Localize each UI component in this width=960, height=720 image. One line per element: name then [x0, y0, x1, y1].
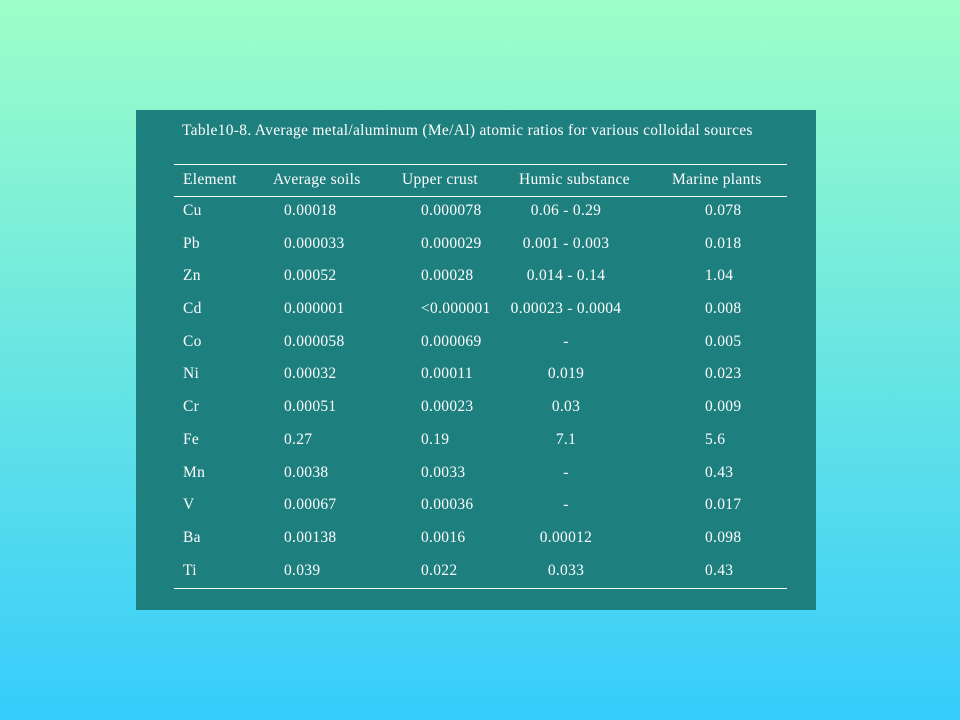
cell-humic-substance-text: -: [563, 496, 569, 514]
cell-element: V: [183, 496, 195, 514]
table-row: [136, 333, 816, 366]
header-upper-crust: Upper crust: [402, 171, 479, 188]
table-row: [136, 496, 816, 529]
cell-average-soils: 0.0038: [284, 463, 329, 481]
cell-element: Co: [183, 332, 202, 350]
cell-element: Pb: [183, 234, 200, 252]
cell-element: Ba: [183, 528, 201, 546]
cell-upper-crust: 0.000078: [421, 202, 482, 219]
table-body: [136, 202, 816, 594]
table-row: [136, 398, 816, 431]
cell-upper-crust: 0.0033: [421, 463, 466, 481]
cell-marine-plants: 0.005: [705, 332, 742, 350]
cell-element: Zn: [183, 267, 201, 285]
table-header-row: [136, 171, 816, 193]
table-row: [136, 431, 816, 464]
table-row: [136, 202, 816, 235]
cell-humic-substance-text: 0.001 - 0.003: [522, 234, 610, 252]
cell-element: Ti: [183, 561, 197, 579]
table-row: [136, 300, 816, 333]
cell-upper-crust: 0.000029: [421, 234, 482, 252]
table-rule-bottom: [174, 588, 787, 589]
cell-upper-crust: 0.00023: [421, 398, 474, 416]
cell-average-soils: 0.039: [284, 561, 321, 579]
table-row: [136, 464, 816, 497]
table-row: [136, 235, 816, 268]
header-element: Element: [183, 171, 237, 188]
table-rule-top: [174, 164, 787, 165]
table-row: [136, 562, 816, 595]
cell-humic-substance-text: 0.03: [551, 398, 581, 416]
cell-marine-plants: 0.008: [705, 300, 742, 318]
cell-marine-plants: 0.43: [705, 561, 734, 579]
cell-average-soils: 0.00067: [284, 496, 337, 514]
cell-marine-plants: 0.023: [705, 365, 742, 383]
cell-marine-plants: 1.04: [705, 267, 734, 285]
cell-average-soils: 0.000033: [284, 234, 345, 252]
header-humic-substance: Humic substance: [519, 171, 630, 188]
cell-average-soils: 0.000001: [284, 300, 345, 318]
cell-humic-substance-text: 0.00023 - 0.0004: [510, 300, 622, 318]
cell-element: Fe: [183, 430, 200, 448]
cell-humic-substance-text: 0.06 - 0.29: [530, 202, 602, 219]
table-rule-header: [174, 196, 787, 197]
cell-marine-plants: 0.078: [705, 202, 742, 219]
cell-upper-crust: 0.00011: [421, 365, 473, 383]
cell-upper-crust: 0.00036: [421, 496, 474, 514]
cell-average-soils: 0.000058: [284, 332, 345, 350]
cell-humic-substance-text: 7.1: [555, 430, 577, 448]
cell-marine-plants: 5.6: [705, 430, 726, 448]
cell-humic-substance-text: 0.014 - 0.14: [526, 267, 606, 285]
cell-average-soils: 0.00052: [284, 267, 337, 285]
cell-element: Mn: [183, 463, 206, 481]
cell-marine-plants: 0.009: [705, 398, 742, 416]
cell-element: Cu: [183, 202, 202, 219]
table-panel: [136, 110, 816, 610]
cell-upper-crust: 0.000069: [421, 332, 482, 350]
cell-average-soils: 0.00018: [284, 202, 337, 219]
header-marine-plants: Marine plants: [672, 171, 762, 188]
cell-average-soils: 0.00032: [284, 365, 337, 383]
cell-upper-crust: 0.022: [421, 561, 458, 579]
cell-upper-crust: 0.0016: [421, 528, 466, 546]
cell-average-soils: 0.27: [284, 430, 313, 448]
header-average-soils: Average soils: [273, 171, 361, 188]
table-row: [136, 529, 816, 562]
table-title: Table10-8. Average metal/aluminum (Me/Al) atomic ratios for various colloidal sources: [182, 122, 753, 139]
cell-upper-crust: 0.19: [421, 430, 450, 448]
cell-upper-crust: 0.00028: [421, 267, 474, 285]
cell-marine-plants: 0.43: [705, 463, 734, 481]
cell-marine-plants: 0.017: [705, 496, 742, 514]
cell-humic-substance-text: 0.00012: [539, 528, 593, 546]
cell-humic-substance-text: 0.019: [547, 365, 585, 383]
cell-element: Cd: [183, 300, 202, 318]
table-row: [136, 267, 816, 300]
cell-humic-substance-text: -: [563, 463, 569, 481]
cell-average-soils: 0.00051: [284, 398, 337, 416]
cell-element: Cr: [183, 398, 200, 416]
cell-upper-crust: <0.000001: [421, 300, 491, 318]
cell-marine-plants: 0.098: [705, 528, 742, 546]
cell-humic-substance-text: 0.033: [547, 561, 585, 579]
cell-marine-plants: 0.018: [705, 234, 742, 252]
cell-element: Ni: [183, 365, 200, 383]
cell-average-soils: 0.00138: [284, 528, 337, 546]
cell-humic-substance-text: -: [563, 332, 569, 350]
table-row: [136, 365, 816, 398]
